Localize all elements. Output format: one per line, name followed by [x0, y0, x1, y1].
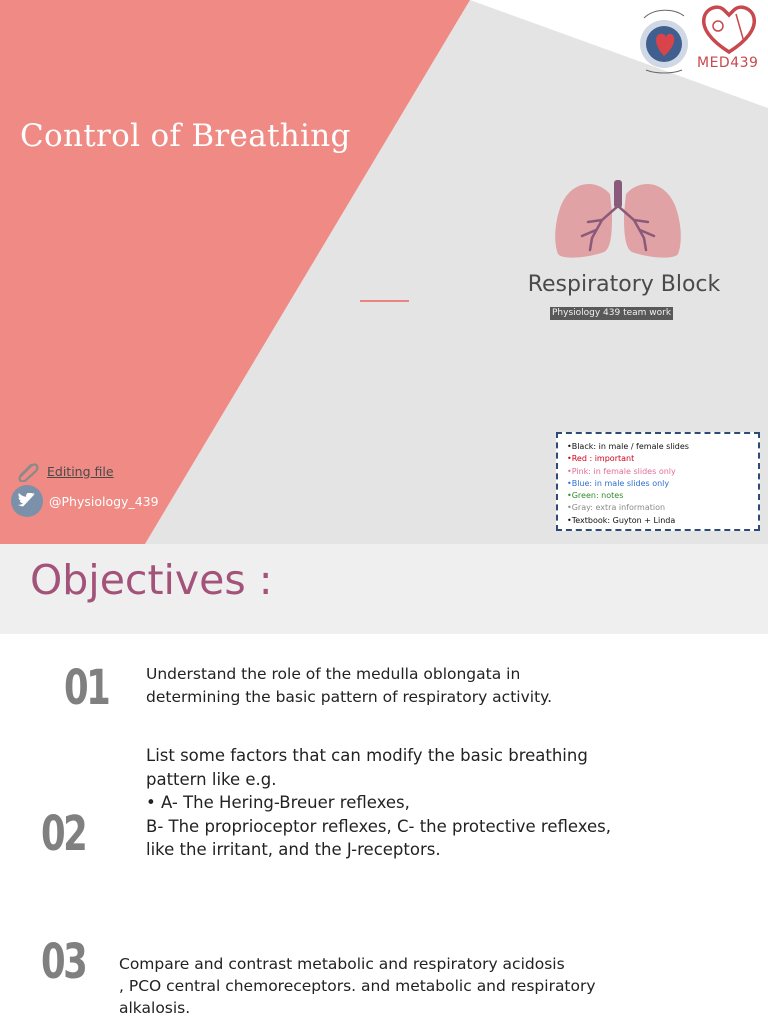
objective-number-02: 02	[41, 806, 86, 862]
twitter-handle[interactable]: @Physiology_439	[49, 493, 159, 509]
presentation-title: Control of Breathing	[20, 118, 351, 154]
objective-text-02	[146, 744, 611, 862]
objective-line: alkalosis.	[119, 999, 191, 1017]
color-legend	[556, 432, 760, 531]
legend-item-green: •Green: notes	[567, 491, 624, 501]
legend-item-gray: •Gray: extra information	[567, 503, 666, 513]
objective-text-03	[119, 953, 596, 1019]
heart-seal-logo	[638, 4, 692, 74]
paperclip-icon	[17, 460, 41, 482]
lungs-icon	[552, 178, 684, 260]
divider-line	[360, 300, 409, 302]
objective-line: B- The proprioceptor reflexes, C- the protective reflexes,	[146, 816, 612, 836]
editing-file-label[interactable]: Editing file	[47, 463, 114, 479]
objective-line: • A- The Hering-Breuer reflexes,	[146, 793, 410, 812]
block-title: Respiratory Block	[527, 272, 721, 297]
objective-text-01	[146, 663, 552, 708]
objective-line: determining the basic pattern of respiratory activity.	[146, 687, 553, 706]
med439-logo-text: MED439	[697, 55, 759, 71]
objective-line: , PCO central chemoreceptors. and metabolic and respiratory	[119, 977, 596, 995]
legend-item-textbook: •Textbook: Guyton + Linda	[567, 515, 676, 525]
twitter-link[interactable]	[11, 485, 159, 517]
objective-number-01: 01	[64, 660, 109, 716]
legend-item-pink: •Pink: in female slides only	[567, 466, 676, 476]
legend-item-black: •Black: in male / female slides	[567, 442, 689, 451]
med439-heart-logo	[700, 2, 758, 56]
editing-file-link[interactable]	[17, 460, 114, 482]
objective-line: Compare and contrast metabolic and respiratory acidosis	[119, 955, 565, 973]
objective-line: pattern like e.g.	[146, 769, 277, 789]
objective-number-03: 03	[41, 934, 86, 990]
legend-item-red: •Red : important	[567, 454, 635, 464]
twitter-icon	[11, 485, 43, 517]
objective-line: like the irritant, and the J-receptors.	[146, 840, 441, 859]
team-tag: Physiology 439 team work	[552, 308, 672, 318]
objective-line: List some factors that can modify the basic breathing	[146, 746, 588, 765]
objectives-heading: Objectives :	[30, 556, 273, 604]
objective-line: Understand the role of the medulla oblongata in	[146, 665, 521, 683]
legend-item-blue: •Blue: in male slides only	[567, 478, 670, 488]
